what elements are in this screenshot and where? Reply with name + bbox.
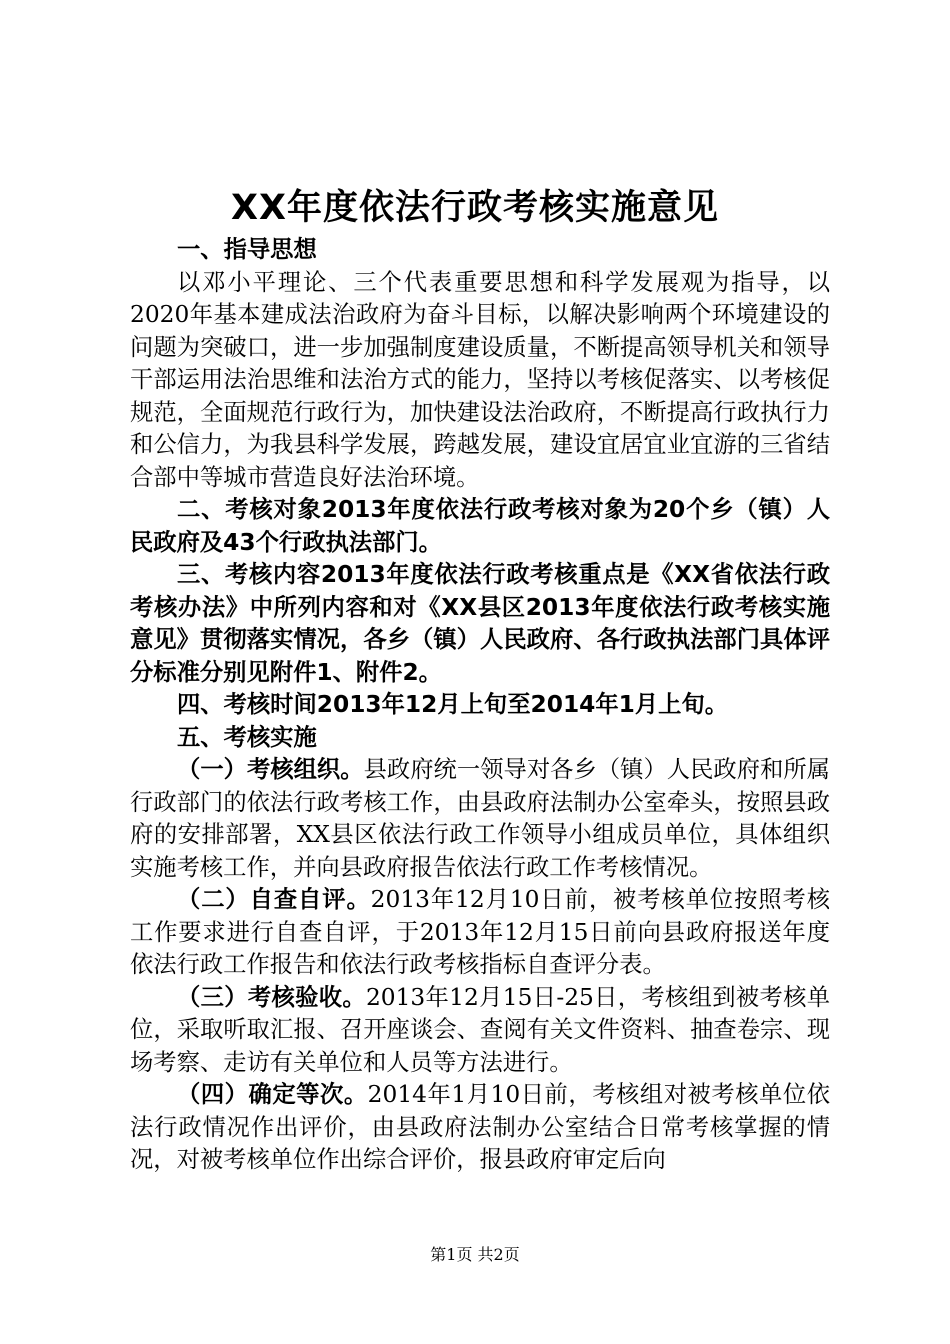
paragraph-assessment-targets: 二、考核对象2013年度依法行政考核对象为20个乡（镇）人民政府及43个行政执法部门。 [130,496,830,556]
subheading-self-assessment: （二）自查自评。 [177,886,371,913]
paragraph-assessment-time: 四、考核时间2013年12月上旬至2014年1月上旬。 [177,691,729,718]
paragraph-grading [130,1079,830,1177]
text-self-assessment: 2013年12月10日前，被考核单位按照考核工作要求进行自查自评，于2013年12月15日前向县政府报送年度依法行政工作报告和依法行政考核指标自查评分表。 [130,886,830,978]
paragraph-guiding-thought: 以邓小平理论、三个代表重要思想和科学发展观为指导，以2020年基本建成法治政府为奋斗目标，以解决影响两个环境建设的问题为突破口，进一步加强制度建设质量，不断提高领导机关和领导干部运用法治思维和法治方式的能力，坚持以考核促落实、以考核促规范，全面规范行政行为，加快建设法治政府，不断提高行政执行力和公信力，为我县科学发展，跨越发展，建设宜居宜业宜游的三省结合部中等城市营造良好法治环境。 [130,268,830,491]
section-heading-guiding-thought: 一、指导思想 [177,236,317,263]
paragraph-assessment-content: 三、考核内容2013年度依法行政考核重点是《XX省依法行政考核办法》中所列内容和对《XX县区2013年度依法行政考核实施意见》贯彻落实情况，各乡（镇）人民政府、各行政执法部门具体评分标准分别见附件1、附件2。 [130,561,830,686]
page-number-footer: 第1页 共2页 [430,1245,520,1264]
document-title: XX年度依法行政考核实施意见 [231,188,719,228]
section-heading-implementation: 五、考核实施 [177,723,317,751]
text-acceptance: 2013年12月15日-25日，考核组到被考核单位，采取听取汇报、召开座谈会、查阅有关文件资料、抽查卷宗、现场考察、走访有关单位和人员等方法进行。 [130,983,831,1076]
subheading-organization: （一）考核组织。 [177,756,364,783]
text-grading: 2014年1月10日前，考核组对被考核单位依法行政情况作出评价，由县政府法制办公室结合日常考核掌握的情况，对被考核单位作出综合评价，报县政府审定后向 [130,1081,830,1173]
document-body [130,234,830,1177]
text-organization: 县政府统一领导对各乡（镇）人民政府和所属行政部门的依法行政考核工作，由县政府法制办公室牵头，按照县政府的安排部署，XX县区依法行政工作领导小组成员单位，具体组织实施考核工作，并向县政府报告依法行政工作考核情况。 [130,756,831,881]
paragraph-acceptance [130,982,830,1080]
subheading-grading: （四）确定等次。 [177,1081,368,1108]
paragraph-self-assessment [130,884,830,982]
paragraph-organization [130,754,830,884]
subheading-acceptance: （三）考核验收。 [177,983,366,1011]
